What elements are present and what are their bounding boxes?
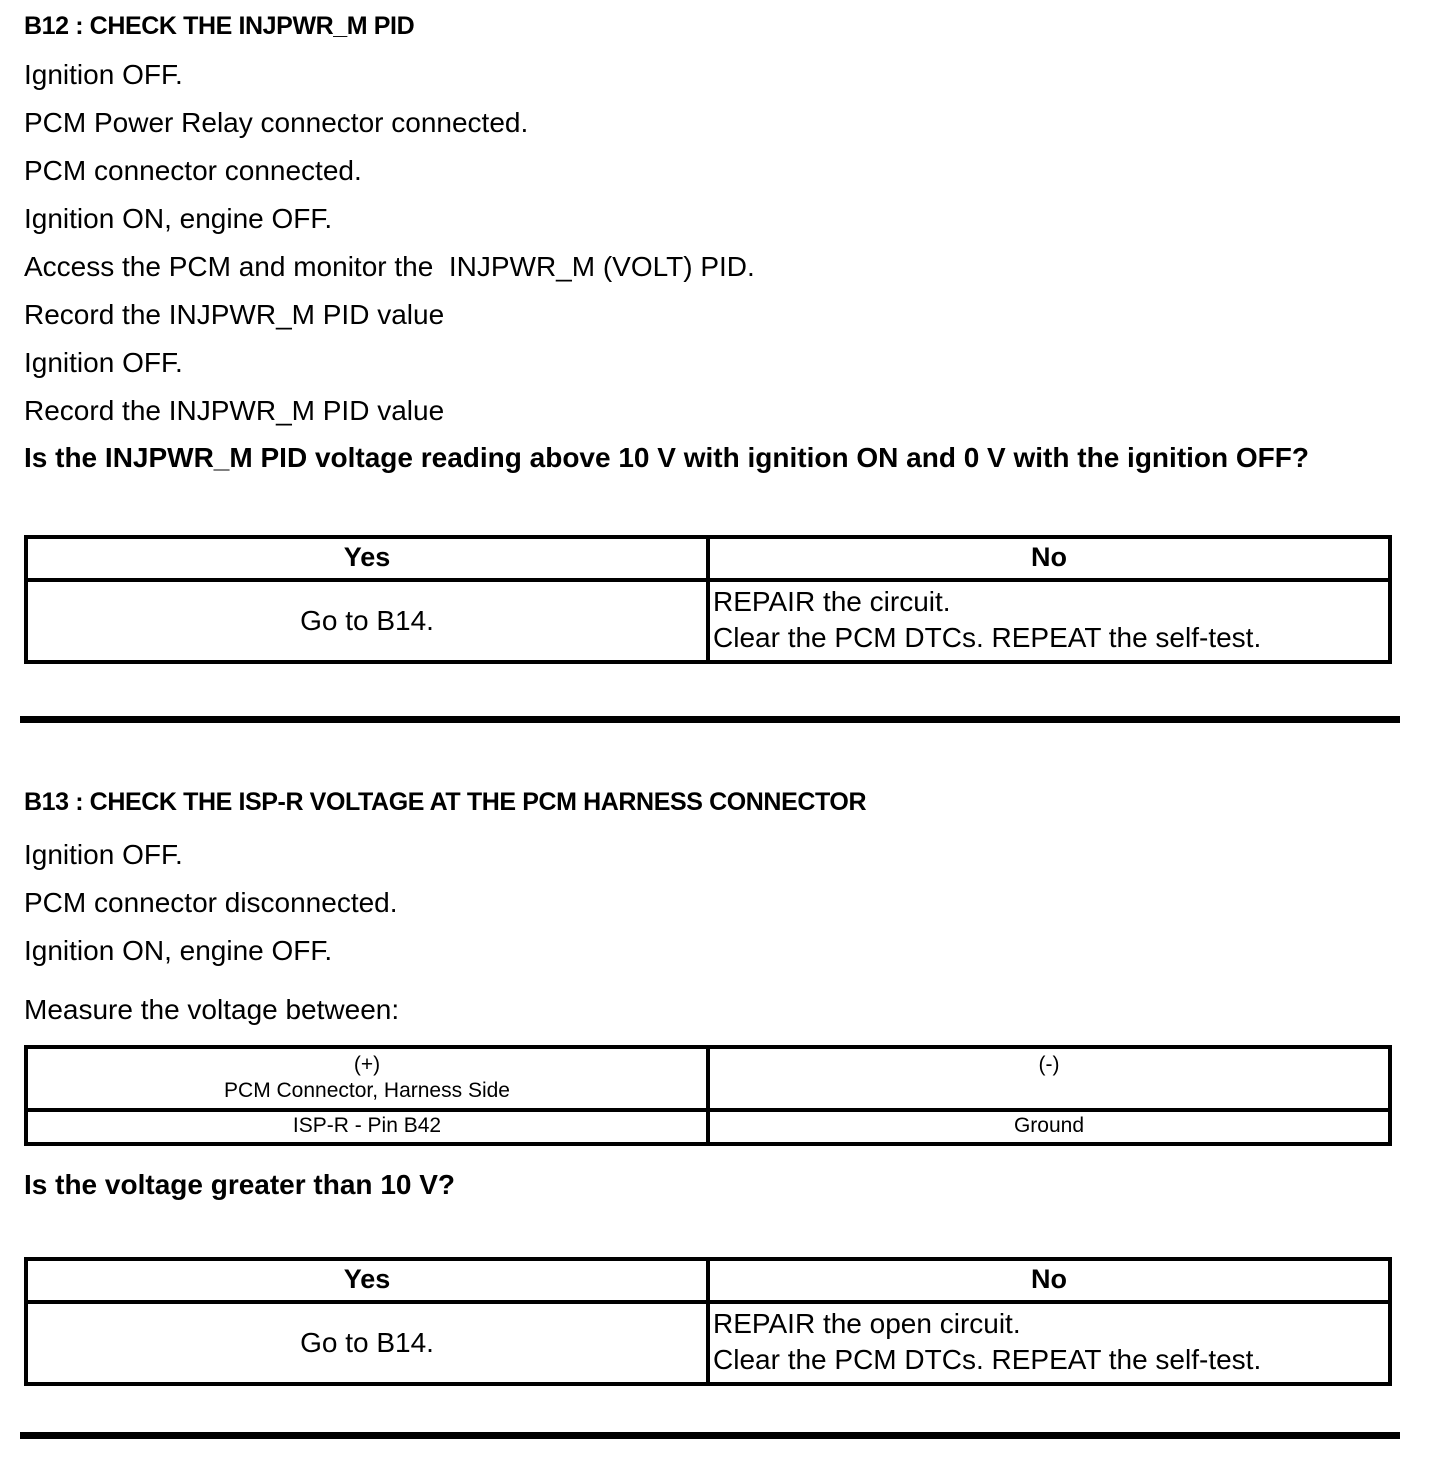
decision-table-action-row <box>26 580 1390 662</box>
decision-table-action-row <box>26 1302 1390 1384</box>
no-header-cell: No <box>708 1259 1390 1302</box>
section-b13-steps <box>24 831 1414 975</box>
section-divider-rule <box>20 716 1400 723</box>
no-action-line: Clear the PCM DTCs. REPEAT the self-test. <box>713 622 1262 653</box>
negative-lead-value-cell: Ground <box>708 1110 1390 1144</box>
positive-lead-value-cell: ISP-R - Pin B42 <box>26 1110 708 1144</box>
yes-action-cell: Go to B14. <box>26 1302 708 1384</box>
section-b13 <box>24 788 1414 1386</box>
section-b13-question: Is the voltage greater than 10 V? <box>24 1169 456 1200</box>
no-action-line: REPAIR the circuit. <box>713 586 951 617</box>
section-b12-question: Is the INJPWR_M PID voltage reading above 10 V with ignition ON and 0 V with the ignition OFF? <box>24 442 1309 473</box>
yes-header-cell: Yes <box>26 1259 708 1302</box>
yes-action-cell: Go to B14. <box>26 580 708 662</box>
section-b12-heading: B12 : CHECK THE INJPWR_M PID <box>24 12 415 40</box>
step-line: Ignition ON, engine OFF. <box>24 935 333 966</box>
section-b13-decision-table <box>24 1257 1392 1386</box>
measure-voltage-label: Measure the voltage between: <box>24 994 400 1025</box>
step-line: PCM connector disconnected. <box>24 887 398 918</box>
negative-lead-header-cell: (-) <box>708 1047 1390 1110</box>
section-b12-decision-table <box>24 535 1392 664</box>
measurement-table-header-row <box>26 1047 1390 1110</box>
decision-table-header-row <box>26 1259 1390 1302</box>
step-line: Record the INJPWR_M PID value <box>24 395 445 426</box>
no-action-cell <box>708 580 1390 662</box>
no-action-line: REPAIR the open circuit. <box>713 1308 1021 1339</box>
step-line: Ignition OFF. <box>24 839 183 870</box>
step-line: Access the PCM and monitor the INJPWR_M (VOLT) PID. <box>24 251 755 282</box>
step-line: PCM Power Relay connector connected. <box>24 107 529 138</box>
no-action-line: Clear the PCM DTCs. REPEAT the self-test. <box>713 1344 1262 1375</box>
step-line: Record the INJPWR_M PID value <box>24 299 445 330</box>
positive-lead-description: PCM Connector, Harness Side <box>224 1079 510 1102</box>
decision-table-header-row <box>26 537 1390 580</box>
section-b12-steps <box>24 51 1414 435</box>
no-header-cell: No <box>708 537 1390 580</box>
step-line: Ignition ON, engine OFF. <box>24 203 333 234</box>
step-line: PCM connector connected. <box>24 155 362 186</box>
step-line: Ignition OFF. <box>24 59 183 90</box>
no-action-cell <box>708 1302 1390 1384</box>
section-b12 <box>24 0 1414 664</box>
voltage-measurement-table <box>24 1045 1392 1146</box>
measurement-table-value-row <box>26 1110 1390 1144</box>
page-bottom-rule <box>20 1432 1400 1439</box>
section-b13-heading: B13 : CHECK THE ISP-R VOLTAGE AT THE PCM HARNESS CONNECTOR <box>24 788 867 816</box>
positive-lead-header-cell <box>26 1047 708 1110</box>
positive-symbol: (+) <box>353 1053 381 1076</box>
yes-header-cell: Yes <box>26 537 708 580</box>
step-line: Ignition OFF. <box>24 347 183 378</box>
